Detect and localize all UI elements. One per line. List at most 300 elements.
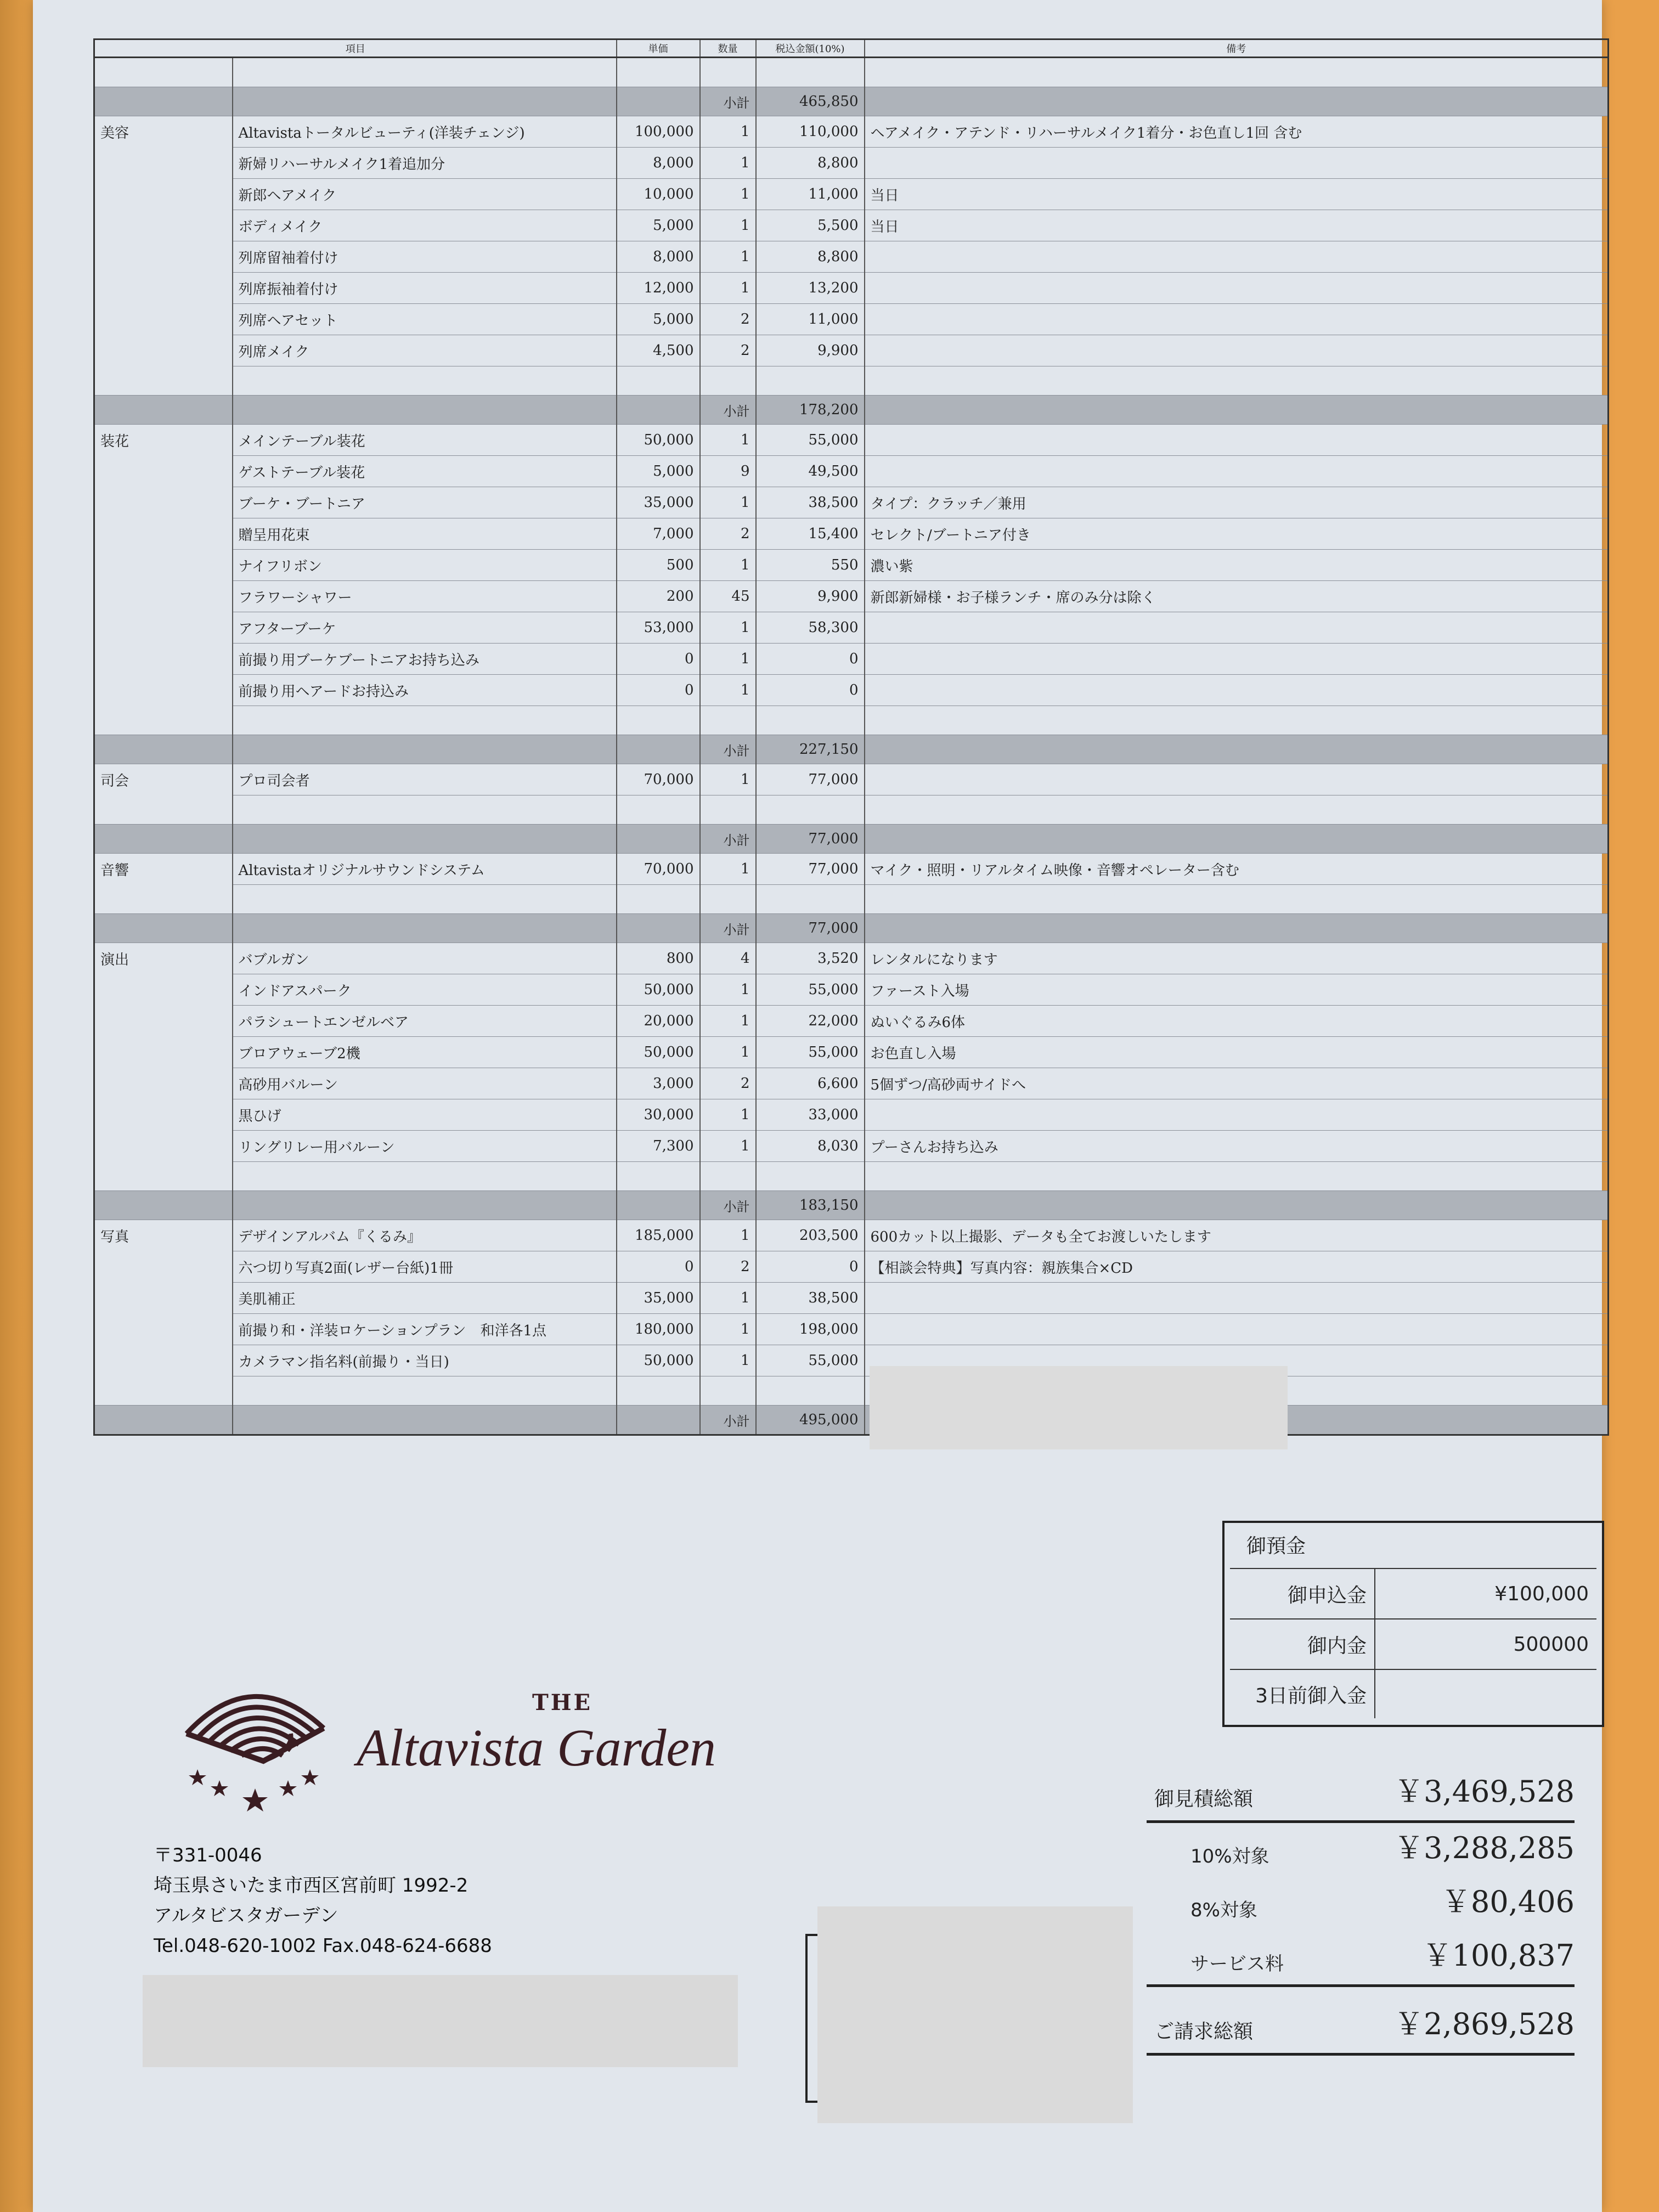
quantity: 1 — [700, 116, 756, 148]
redacted-area — [817, 1906, 1133, 2123]
unit-price: 5,000 — [617, 456, 700, 487]
subtotal-blank — [94, 1406, 233, 1435]
table-row — [94, 974, 1609, 1006]
amount: 550 — [756, 550, 865, 581]
item-name: 前撮り用ヘアードお持込み — [233, 675, 617, 706]
table-row — [94, 1099, 1609, 1131]
category-blank — [94, 974, 233, 1006]
item-name: メインテーブル装花 — [233, 425, 617, 456]
table-row — [94, 518, 1609, 550]
table-row — [94, 1314, 1609, 1345]
unit-price: 0 — [617, 675, 700, 706]
quantity: 1 — [700, 425, 756, 456]
item-name: 六つ切り写真2面(レザー台紙)1冊 — [233, 1251, 617, 1283]
unit-price: 70,000 — [617, 764, 700, 795]
subtotal-blank — [865, 735, 1609, 764]
subtotal-blank — [233, 825, 617, 854]
amount: 38,500 — [756, 1283, 865, 1314]
tax8-row — [1147, 1877, 1575, 1931]
header-amount: 税込金額(10%) — [756, 40, 865, 58]
item-name: 列席留袖着付け — [233, 241, 617, 273]
redacted-area — [870, 1366, 1288, 1449]
subtotal-blank — [233, 396, 617, 425]
estimate-total-value: ￥3,469,528 — [1394, 1774, 1575, 1809]
quantity: 1 — [700, 612, 756, 644]
estimate-sheet — [33, 0, 1602, 2212]
quantity: 2 — [700, 518, 756, 550]
unit-price: 200 — [617, 581, 700, 612]
blank-cell — [94, 1376, 233, 1406]
subtotal-label: 小計 — [700, 87, 756, 116]
table-header-row — [94, 40, 1609, 58]
category-label: 演出 — [94, 943, 233, 974]
item-name: プロ司会者 — [233, 764, 617, 795]
subtotal-value: 183,150 — [756, 1191, 865, 1220]
item-name: 列席メイク — [233, 335, 617, 366]
note: ヘアメイク・アテンド・リハーサルメイク1着分・お色直し1回 含む — [865, 116, 1609, 148]
subtotal-blank — [617, 825, 700, 854]
amount: 8,800 — [756, 148, 865, 179]
blank-cell — [233, 58, 617, 87]
blank-cell — [865, 366, 1609, 396]
deposit-row — [1230, 1568, 1596, 1619]
item-name: デザインアルバム『くるみ』 — [233, 1220, 617, 1251]
company-address — [154, 1841, 492, 1961]
amount: 38,500 — [756, 487, 865, 518]
unit-price: 100,000 — [617, 116, 700, 148]
blank-cell — [233, 885, 617, 914]
unit-price: 20,000 — [617, 1006, 700, 1037]
blank-cell — [617, 58, 700, 87]
deposit-value — [1375, 1669, 1596, 1718]
tax10-value: ￥3,288,285 — [1394, 1831, 1575, 1865]
subtotal-blank — [233, 1191, 617, 1220]
deposit-box — [1222, 1521, 1604, 1727]
item-name: ナイフリボン — [233, 550, 617, 581]
category-blank — [94, 612, 233, 644]
amount: 55,000 — [756, 974, 865, 1006]
subtotal-blank — [865, 396, 1609, 425]
amount: 11,000 — [756, 304, 865, 335]
note: 【相談会特典】写真内容：親族集合×CD — [865, 1251, 1609, 1283]
category-blank — [94, 304, 233, 335]
category-blank — [94, 1251, 233, 1283]
amount: 110,000 — [756, 116, 865, 148]
note — [865, 241, 1609, 273]
amount: 77,000 — [756, 764, 865, 795]
amount: 0 — [756, 675, 865, 706]
quantity: 2 — [700, 1068, 756, 1099]
subtotal-blank — [233, 1406, 617, 1435]
amount: 198,000 — [756, 1314, 865, 1345]
amount: 55,000 — [756, 425, 865, 456]
category-blank — [94, 1283, 233, 1314]
subtotal-blank — [617, 87, 700, 116]
unit-price: 8,000 — [617, 241, 700, 273]
amount: 55,000 — [756, 1037, 865, 1068]
redacted-area — [143, 1975, 738, 2067]
subtotal-label: 小計 — [700, 735, 756, 764]
table-row — [94, 1283, 1609, 1314]
unit-price: 53,000 — [617, 612, 700, 644]
note: タイプ：クラッチ／兼用 — [865, 487, 1609, 518]
subtotal-label: 小計 — [700, 1191, 756, 1220]
quantity: 1 — [700, 854, 756, 885]
subtotal-blank — [233, 914, 617, 943]
table-row — [94, 1037, 1609, 1068]
subtotal-blank — [617, 914, 700, 943]
subtotal-blank — [94, 735, 233, 764]
note — [865, 425, 1609, 456]
quantity: 1 — [700, 487, 756, 518]
deposit-label: 3日前御入金 — [1230, 1669, 1375, 1718]
subtotal-blank — [617, 396, 700, 425]
item-name: 列席ヘアセット — [233, 304, 617, 335]
subtotal-blank — [233, 87, 617, 116]
amount: 58,300 — [756, 612, 865, 644]
item-name: 前撮り和・洋装ロケーションプラン 和洋各1点 — [233, 1314, 617, 1345]
subtotal-blank — [94, 914, 233, 943]
blank-cell — [756, 885, 865, 914]
category-blank — [94, 581, 233, 612]
subtotal-value: 227,150 — [756, 735, 865, 764]
blank-cell — [233, 366, 617, 396]
quantity: 1 — [700, 644, 756, 675]
unit-price: 50,000 — [617, 1345, 700, 1376]
item-name: 贈呈用花束 — [233, 518, 617, 550]
tax8-value: ￥80,406 — [1441, 1884, 1575, 1919]
item-name: 美肌補正 — [233, 1283, 617, 1314]
unit-price: 7,300 — [617, 1131, 700, 1162]
subtotal-blank — [865, 1191, 1609, 1220]
quantity: 1 — [700, 241, 756, 273]
quantity: 1 — [700, 273, 756, 304]
blank-cell — [94, 885, 233, 914]
blank-cell — [756, 1162, 865, 1191]
billing-total-value: ￥2,869,528 — [1394, 2007, 1575, 2041]
subtotal-blank — [865, 914, 1609, 943]
quantity: 1 — [700, 1220, 756, 1251]
quantity: 1 — [700, 1283, 756, 1314]
note — [865, 304, 1609, 335]
table-row — [94, 179, 1609, 210]
deposit-row — [1230, 1669, 1596, 1718]
note: 当日 — [865, 210, 1609, 241]
item-name: 黒ひげ — [233, 1099, 617, 1131]
amount: 22,000 — [756, 1006, 865, 1037]
deposit-label: 御申込金 — [1230, 1568, 1375, 1619]
subtotal-blank — [617, 1191, 700, 1220]
quantity: 4 — [700, 943, 756, 974]
table-row — [94, 116, 1609, 148]
blank-cell — [700, 795, 756, 825]
unit-price: 50,000 — [617, 974, 700, 1006]
estimate-body — [94, 58, 1609, 1435]
table-row — [94, 644, 1609, 675]
note — [865, 764, 1609, 795]
blank-row — [94, 1162, 1609, 1191]
note — [865, 148, 1609, 179]
subtotal-row — [94, 396, 1609, 425]
quantity: 1 — [700, 179, 756, 210]
estimate-table — [93, 38, 1609, 1436]
blank-cell — [94, 58, 233, 87]
subtotal-value: 77,000 — [756, 914, 865, 943]
amount: 5,500 — [756, 210, 865, 241]
category-blank — [94, 1345, 233, 1376]
category-blank — [94, 550, 233, 581]
item-name: 新郎ヘアメイク — [233, 179, 617, 210]
quantity: 1 — [700, 148, 756, 179]
quantity: 1 — [700, 1099, 756, 1131]
note: 濃い紫 — [865, 550, 1609, 581]
blank-cell — [233, 795, 617, 825]
subtotal-label: 小計 — [700, 1406, 756, 1435]
category-blank — [94, 518, 233, 550]
subtotal-value: 495,000 — [756, 1406, 865, 1435]
blank-row — [94, 1376, 1609, 1406]
blank-cell — [233, 1376, 617, 1406]
logo-wordmark: Altavista Garden — [357, 1718, 716, 1777]
blank-cell — [700, 1162, 756, 1191]
subtotal-value: 465,850 — [756, 87, 865, 116]
brand-logo — [181, 1657, 785, 1821]
unit-price: 10,000 — [617, 179, 700, 210]
unit-price: 3,000 — [617, 1068, 700, 1099]
subtotal-blank — [94, 1191, 233, 1220]
header-quantity: 数量 — [700, 40, 756, 58]
note: お色直し入場 — [865, 1037, 1609, 1068]
unit-price: 5,000 — [617, 210, 700, 241]
item-name: ブーケ・ブートニア — [233, 487, 617, 518]
blank-cell — [865, 706, 1609, 735]
unit-price: 35,000 — [617, 1283, 700, 1314]
unit-price: 500 — [617, 550, 700, 581]
subtotal-row — [94, 825, 1609, 854]
amount: 203,500 — [756, 1220, 865, 1251]
blank-cell — [756, 706, 865, 735]
unit-price: 50,000 — [617, 425, 700, 456]
category-label: 美容 — [94, 116, 233, 148]
blank-cell — [700, 706, 756, 735]
note: ファースト入場 — [865, 974, 1609, 1006]
note — [865, 675, 1609, 706]
blank-cell — [94, 366, 233, 396]
blank-cell — [617, 1162, 700, 1191]
table-row — [94, 487, 1609, 518]
subtotal-blank — [94, 825, 233, 854]
unit-price: 8,000 — [617, 148, 700, 179]
item-name: アフターブーケ — [233, 612, 617, 644]
amount: 6,600 — [756, 1068, 865, 1099]
note — [865, 456, 1609, 487]
item-name: Altavistaトータルビューティ(洋装チェンジ) — [233, 116, 617, 148]
quantity: 1 — [700, 210, 756, 241]
category-blank — [94, 1037, 233, 1068]
blank-cell — [865, 1162, 1609, 1191]
category-blank — [94, 675, 233, 706]
category-blank — [94, 1131, 233, 1162]
table-row — [94, 1220, 1609, 1251]
amount: 77,000 — [756, 854, 865, 885]
note: 新郎新婦様・お子様ランチ・席のみ分は除く — [865, 581, 1609, 612]
quantity: 1 — [700, 764, 756, 795]
note — [865, 273, 1609, 304]
unit-price: 35,000 — [617, 487, 700, 518]
subtotal-blank — [233, 735, 617, 764]
quantity: 9 — [700, 456, 756, 487]
subtotal-row — [94, 914, 1609, 943]
note: 5個ずつ/高砂両サイドへ — [865, 1068, 1609, 1099]
note — [865, 644, 1609, 675]
table-row — [94, 304, 1609, 335]
blank-cell — [700, 1376, 756, 1406]
unit-price: 185,000 — [617, 1220, 700, 1251]
blank-cell — [94, 706, 233, 735]
amount: 11,000 — [756, 179, 865, 210]
subtotal-blank — [865, 825, 1609, 854]
item-name: 前撮り用ブーケブートニアお持ち込み — [233, 644, 617, 675]
table-row — [94, 764, 1609, 795]
note: プーさんお持ち込み — [865, 1131, 1609, 1162]
quantity: 1 — [700, 1037, 756, 1068]
item-name: 高砂用バルーン — [233, 1068, 617, 1099]
estimate-total-label: 御見積総額 — [1154, 1788, 1254, 1810]
category-label: 音響 — [94, 854, 233, 885]
blank-cell — [756, 366, 865, 396]
item-name: 新婦リハーサルメイク1着追加分 — [233, 148, 617, 179]
blank-cell — [233, 1162, 617, 1191]
category-blank — [94, 1006, 233, 1037]
category-blank — [94, 1068, 233, 1099]
amount: 0 — [756, 1251, 865, 1283]
blank-cell — [756, 1376, 865, 1406]
header-item: 項目 — [94, 40, 617, 58]
blank-cell — [617, 706, 700, 735]
quantity: 45 — [700, 581, 756, 612]
note — [865, 612, 1609, 644]
item-name: リングリレー用バルーン — [233, 1131, 617, 1162]
subtotal-row — [94, 87, 1609, 116]
category-blank — [94, 1099, 233, 1131]
category-blank — [94, 273, 233, 304]
note: 当日 — [865, 179, 1609, 210]
table-row — [94, 148, 1609, 179]
unit-price: 50,000 — [617, 1037, 700, 1068]
blank-cell — [756, 795, 865, 825]
item-name: ゲストテーブル装花 — [233, 456, 617, 487]
item-name: パラシュートエンゼルベア — [233, 1006, 617, 1037]
table-row — [94, 241, 1609, 273]
item-name: 列席振袖着付け — [233, 273, 617, 304]
category-blank — [94, 1314, 233, 1345]
logo-the: THE — [532, 1690, 593, 1716]
item-name: フラワーシャワー — [233, 581, 617, 612]
category-blank — [94, 456, 233, 487]
blank-cell — [756, 58, 865, 87]
note: レンタルになります — [865, 943, 1609, 974]
category-blank — [94, 210, 233, 241]
street-address: 埼玉県さいたま市西区宮前町 1992-2 — [154, 1875, 469, 1897]
header-unit-price: 単価 — [617, 40, 700, 58]
table-row — [94, 273, 1609, 304]
category-label: 司会 — [94, 764, 233, 795]
quantity: 2 — [700, 1251, 756, 1283]
contact-phone: Tel.048-620-1002 Fax.048-624-6688 — [154, 1935, 492, 1957]
amount: 3,520 — [756, 943, 865, 974]
billing-total-label: ご請求総額 — [1154, 2021, 1254, 2043]
note — [865, 1314, 1609, 1345]
quantity: 1 — [700, 675, 756, 706]
tax10-row — [1147, 1823, 1575, 1877]
subtotal-blank — [865, 87, 1609, 116]
table-row — [94, 943, 1609, 974]
unit-price: 70,000 — [617, 854, 700, 885]
deposit-row — [1230, 1619, 1596, 1669]
amount: 13,200 — [756, 273, 865, 304]
quantity: 2 — [700, 304, 756, 335]
amount: 8,030 — [756, 1131, 865, 1162]
table-row — [94, 1068, 1609, 1099]
unit-price: 800 — [617, 943, 700, 974]
note — [865, 1099, 1609, 1131]
unit-price: 4,500 — [617, 335, 700, 366]
blank-cell — [94, 1162, 233, 1191]
blank-row — [94, 366, 1609, 396]
blank-cell — [700, 885, 756, 914]
blank-row — [94, 795, 1609, 825]
deposit-label: 御内金 — [1230, 1619, 1375, 1669]
note: セレクト/ブートニア付き — [865, 518, 1609, 550]
blank-cell — [865, 885, 1609, 914]
amount: 0 — [756, 644, 865, 675]
tax10-label: 10%対象 — [1190, 1846, 1269, 1867]
blank-cell — [865, 58, 1609, 87]
subtotal-label: 小計 — [700, 396, 756, 425]
subtotal-row — [94, 1191, 1609, 1220]
subtotal-blank — [617, 735, 700, 764]
table-row — [94, 1131, 1609, 1162]
unit-price: 30,000 — [617, 1099, 700, 1131]
category-label: 装花 — [94, 425, 233, 456]
fan-logo-icon — [181, 1668, 346, 1827]
amount: 9,900 — [756, 581, 865, 612]
table-row — [94, 675, 1609, 706]
tax8-label: 8%対象 — [1190, 1899, 1257, 1921]
company-name: アルタビスタガーデン — [154, 1905, 338, 1927]
table-row — [94, 1345, 1609, 1376]
note: マイク・照明・リアルタイム映像・音響オペレーター含む — [865, 854, 1609, 885]
service-charge-row — [1147, 1931, 1575, 1987]
table-row — [94, 456, 1609, 487]
amount: 15,400 — [756, 518, 865, 550]
item-name: バブルガン — [233, 943, 617, 974]
quantity: 1 — [700, 1006, 756, 1037]
category-blank — [94, 241, 233, 273]
category-blank — [94, 148, 233, 179]
table-row — [94, 581, 1609, 612]
subtotal-row — [94, 1406, 1609, 1435]
table-row — [94, 550, 1609, 581]
unit-price: 180,000 — [617, 1314, 700, 1345]
blank-cell — [700, 366, 756, 396]
table-row — [94, 425, 1609, 456]
header-notes: 備考 — [865, 40, 1609, 58]
table-row — [94, 854, 1609, 885]
deposit-grid — [1230, 1568, 1596, 1718]
item-name: Altavistaオリジナルサウンドシステム — [233, 854, 617, 885]
table-row — [94, 1006, 1609, 1037]
